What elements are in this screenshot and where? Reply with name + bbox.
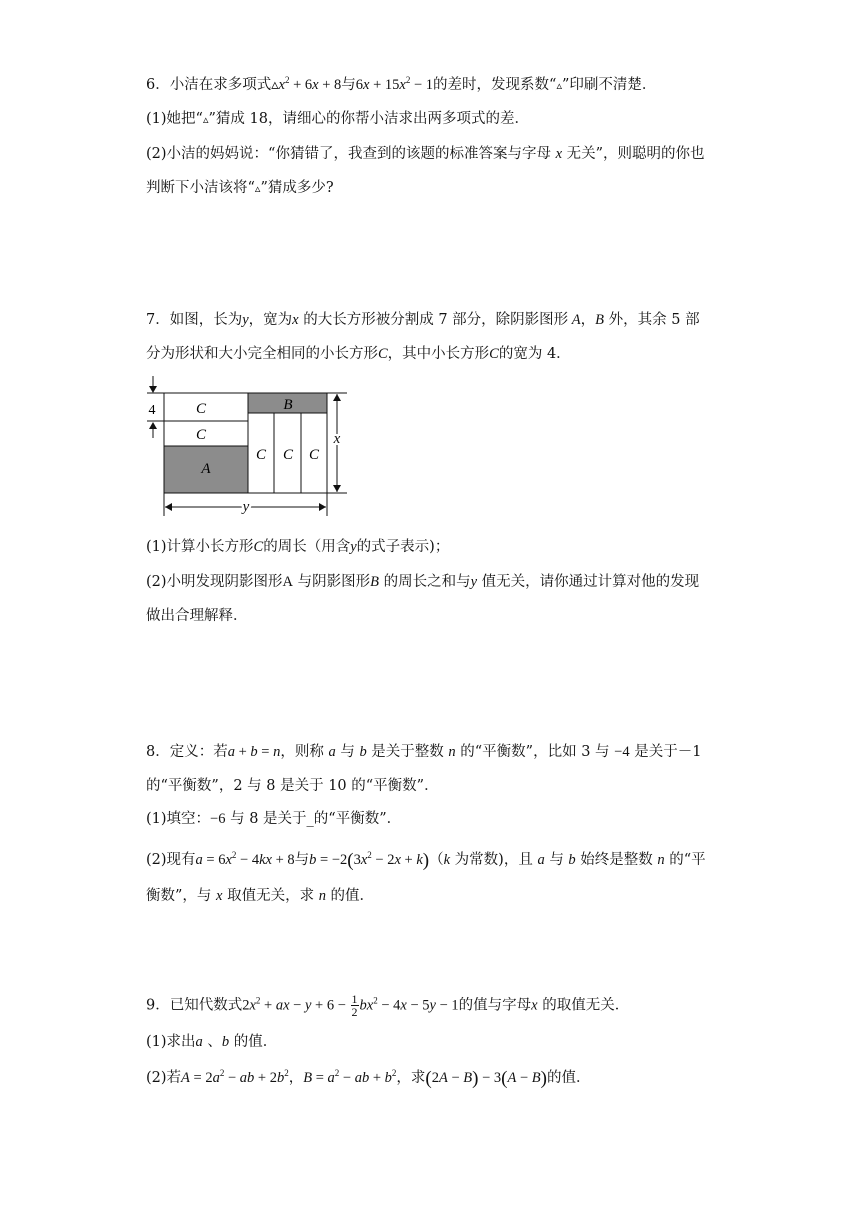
q7-part-3: 做出合理解释． [146, 608, 248, 624]
q7-line-1: 7．如图，长为y，宽为x 的大长方形被分割成 7 部分，除阴影图形 A，B 外，其余 5 部 [146, 312, 700, 328]
q8-line-4: (2)现有$a = 6x^2 - 4kx + 8$与$b = -2(3x^2 - 2x + k)(k$ 为常数)，且 a 与 b 始终是整数 n 的“平 [146, 850, 706, 871]
q7-part-2: (2)小明发现阴影图形A 与阴影图形B 的周长之和与y 值无关，请你通过计算对他的发现 [146, 574, 700, 590]
q7-part-1: (1)计算小长方形C的周长（用含y的式子表示)； [146, 539, 450, 555]
fig-label-4: 4 [148, 403, 156, 418]
fig-label-c1: C [195, 401, 207, 417]
fig-label-c4: C [282, 447, 294, 463]
q6-line-3: (2)小洁的妈妈说：“你猜错了，我查到的该题的标准答案与字母 x 无关”，则聪明的你也 [146, 146, 705, 162]
q6-line-1: 6．小洁在求多项式$▵x^2 + 6x + 8$与$6x + 15x^2 - 1$的差时，发现系数“▵”印刷不清楚． [146, 75, 657, 93]
q8-line-1: 8．定义：若a + b = n，则称 a 与 b 是关于整数 n 的“平衡数”，比如 3 与 −4 是关于－1 [146, 744, 702, 760]
q8-line-2: 的“平衡数”，2 与 8 是关于 10 的“平衡数”． [146, 778, 439, 794]
fraction-half: $\frac{1}{2}$ [351, 992, 358, 1019]
fig-label-c5: C [308, 447, 320, 463]
q9-line-2: (1)求出a 、b 的值． [146, 1034, 278, 1050]
q9-line-1: 9．已知代数式$2x^2$ + ax − y + 6 − $\frac{1}{2}$ $bx^2 - 4x - 5y - 1$的值与字母x 的取值无关． [146, 992, 630, 1019]
q6-line-2: (1)她把“▵”猜成 18，请细心的你帮小洁求出两多项式的差． [146, 111, 529, 127]
q6-poly-2: $6x + 15x^2 - 1$ [355, 75, 434, 93]
fig-label-c3: C [255, 447, 267, 463]
triangle-glyph: ▵ [556, 79, 562, 92]
q8-line-3: (1)填空：−6 与 8 是关于_的“平衡数”． [146, 811, 402, 827]
fig-label-y: y [242, 499, 250, 515]
fig-label-a: A [201, 461, 211, 477]
fig-label-x: x [333, 431, 341, 447]
q9-line-3: (2)若$A = 2a^2$ − ab + $2b^2$，$B = a^2$ − ab + $b^2$，求(2A − B) − 3(A − B)的值． [146, 1068, 591, 1089]
q7-line-2: 分为形状和大小完全相同的小长方形C，其中小长方形C的宽为 4． [146, 346, 571, 362]
q6-poly-1: $▵x^2 + 6x + 8$ [271, 75, 342, 93]
q8-line-5: 衡数”，与 x 取值无关，求 n 的值． [146, 888, 375, 904]
q6-line-4: 判断下小洁该将“▵”猜成多少? [146, 180, 334, 196]
fig-label-c2: C [195, 427, 207, 443]
q7-figure [138, 372, 350, 522]
fig-label-b: B [283, 397, 293, 413]
